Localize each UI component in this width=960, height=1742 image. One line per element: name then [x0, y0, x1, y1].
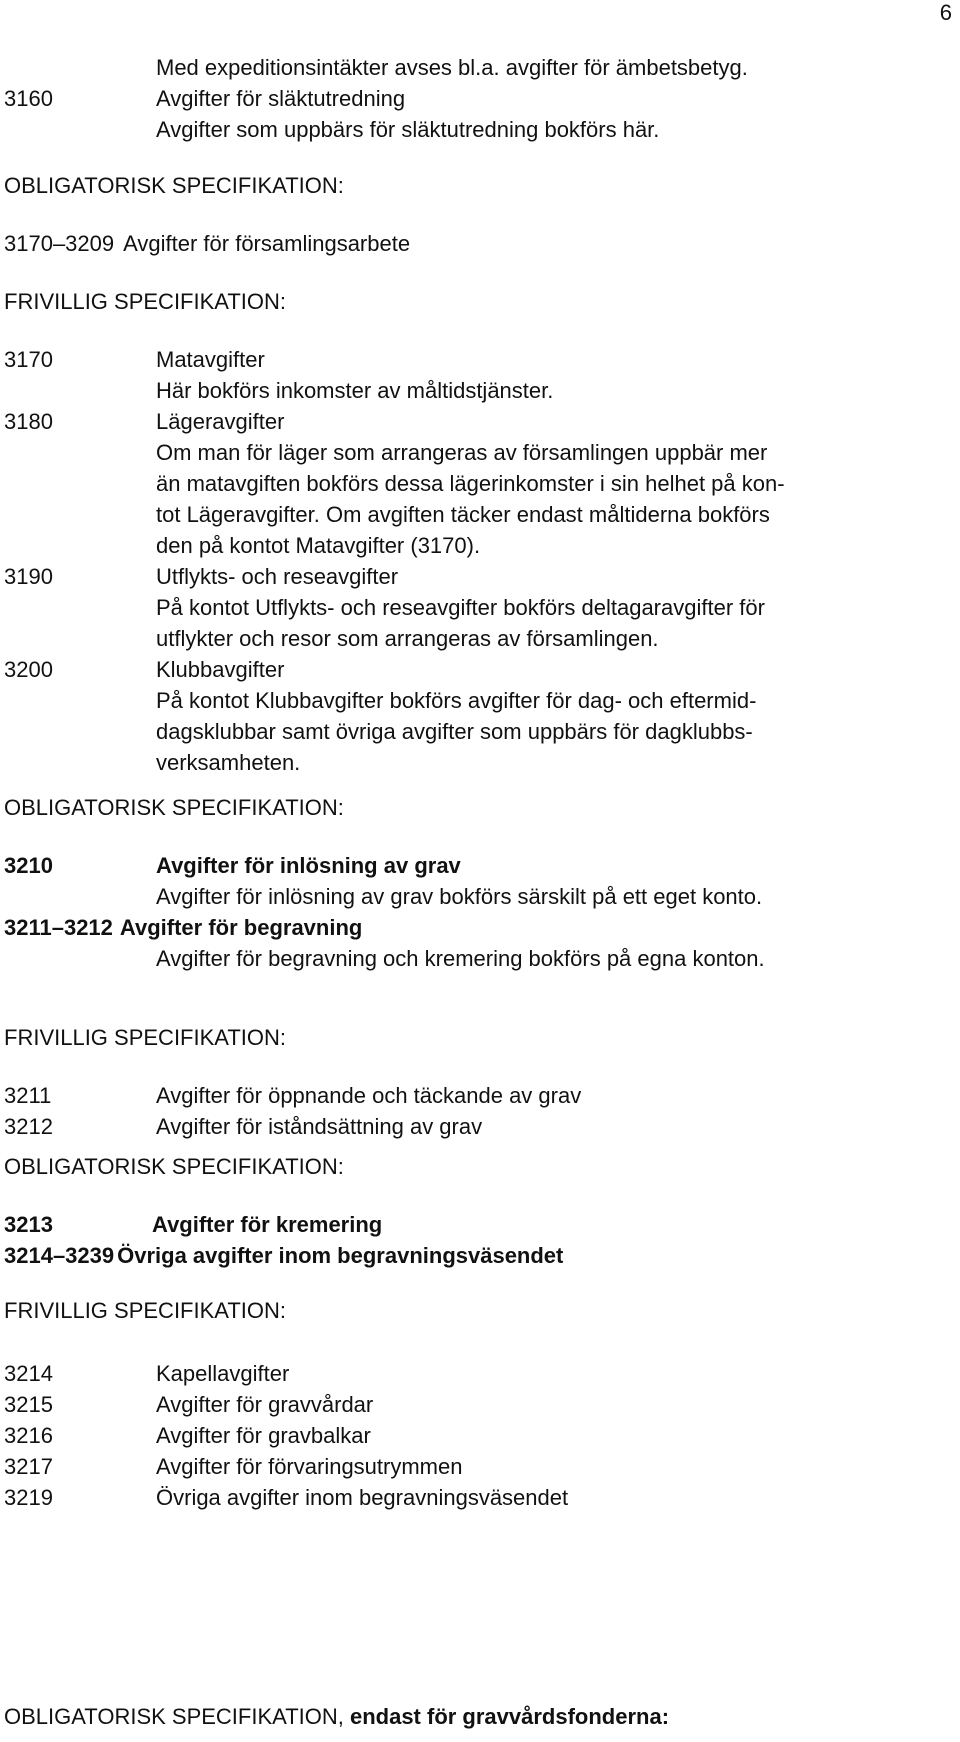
account-title: Avgifter för släktutredning: [156, 86, 406, 111]
account-description-line: verksamheten.: [156, 750, 301, 775]
account-title: Avgifter för iståndsättning av grav: [156, 1114, 483, 1139]
account-code: 3190: [4, 564, 53, 589]
account-range-code: 3214–3239: [4, 1243, 115, 1268]
account-code: 3170: [4, 347, 53, 372]
account-code: 3215: [4, 1392, 53, 1417]
account-code: 3219: [4, 1485, 53, 1510]
account-range-title: Övriga avgifter inom begravningsväsendet: [117, 1243, 564, 1268]
account-code: 3212: [4, 1114, 53, 1139]
section-heading-obligatory: OBLIGATORISK SPECIFIKATION:: [4, 1154, 344, 1179]
account-description-line: tot Lägeravgifter. Om avgiften täcker endast måltiderna bokförs: [156, 502, 770, 527]
account-title: Utflykts- och reseavgifter: [156, 564, 399, 589]
section-heading-final-normal: OBLIGATORISK SPECIFIKATION,: [4, 1704, 350, 1729]
account-title: Avgifter för öppnande och täckande av grav: [156, 1083, 582, 1108]
entries-3213-3239: [4, 1209, 950, 1271]
account-range-title: Avgifter för församlingsarbete: [123, 231, 411, 256]
section-heading-final-bold: endast för gravvårdsfonderna:: [349, 1704, 670, 1729]
account-description: Avgifter för begravning och kremering bokförs på egna konton.: [156, 946, 765, 971]
account-title: Matavgifter: [156, 347, 265, 372]
range-3170-3209: [4, 228, 950, 259]
intro-line: Med expeditionsintäkter avses bl.a. avgifter för ämbetsbetyg.: [156, 55, 748, 80]
account-description-line: än matavgiften bokförs dessa lägerinkomster i sin helhet på kon-: [156, 471, 785, 496]
account-description-line: Om man för läger som arrangeras av församlingen uppbär mer: [156, 440, 768, 465]
account-title: Lägeravgifter: [156, 409, 285, 434]
account-title: Klubbavgifter: [156, 657, 285, 682]
account-code: 3214: [4, 1361, 53, 1386]
section-heading-final: [4, 1701, 669, 1732]
account-description-line: den på kontot Matavgifter (3170).: [156, 533, 481, 558]
account-description: Här bokförs inkomster av måltidstjänster.: [156, 378, 554, 403]
account-title: Kapellavgifter: [156, 1361, 290, 1386]
entries-3211-3212: [4, 1080, 950, 1142]
account-range-code: 3211–3212: [4, 915, 113, 940]
account-code: 3213: [4, 1212, 53, 1237]
account-description-line: utflykter och resor som arrangeras av församlingen.: [156, 626, 659, 651]
page-number: 6: [939, 0, 952, 25]
account-range-title: Avgifter för begravning: [119, 915, 363, 940]
account-description-line: På kontot Klubbavgifter bokförs avgifter för dag- och eftermid-: [156, 688, 757, 713]
account-title: Avgifter för förvaringsutrymmen: [156, 1454, 463, 1479]
account-description: Avgifter som uppbärs för släktutredning bokförs här.: [156, 117, 660, 142]
section-heading-obligatory: OBLIGATORISK SPECIFIKATION:: [4, 173, 344, 198]
account-code: 3210: [4, 853, 53, 878]
account-title: Avgifter för gravvårdar: [156, 1392, 374, 1417]
account-description-line: dagsklubbar samt övriga avgifter som uppbärs för dagklubbs-: [156, 719, 753, 744]
account-code: 3200: [4, 657, 53, 682]
account-title: Avgifter för kremering: [152, 1212, 383, 1237]
entries-3170-3200: [4, 344, 950, 778]
account-title: Avgifter för inlösning av grav: [156, 853, 461, 878]
section-heading-optional: FRIVILLIG SPECIFIKATION:: [4, 1298, 286, 1323]
account-code: 3180: [4, 409, 53, 434]
entries-3210-3212: [4, 850, 950, 974]
account-title: Övriga avgifter inom begravningsväsendet: [156, 1485, 569, 1510]
account-code: 3216: [4, 1423, 53, 1448]
account-range-code: 3170–3209: [4, 231, 115, 256]
account-title: Avgifter för gravbalkar: [156, 1423, 371, 1448]
account-code: 3211: [4, 1083, 52, 1108]
section-heading-optional: FRIVILLIG SPECIFIKATION:: [4, 289, 286, 314]
entries-3214-3219: [4, 1358, 950, 1513]
section-heading-optional: FRIVILLIG SPECIFIKATION:: [4, 1025, 286, 1050]
section-heading-obligatory: OBLIGATORISK SPECIFIKATION:: [4, 795, 344, 820]
account-description: Avgifter för inlösning av grav bokförs särskilt på ett eget konto.: [156, 884, 763, 909]
account-code: 3160: [4, 86, 53, 111]
entry-3160-block: [4, 52, 950, 145]
account-code: 3217: [4, 1454, 53, 1479]
account-description-line: På kontot Utflykts- och reseavgifter bokförs deltagaravgifter för: [156, 595, 765, 620]
